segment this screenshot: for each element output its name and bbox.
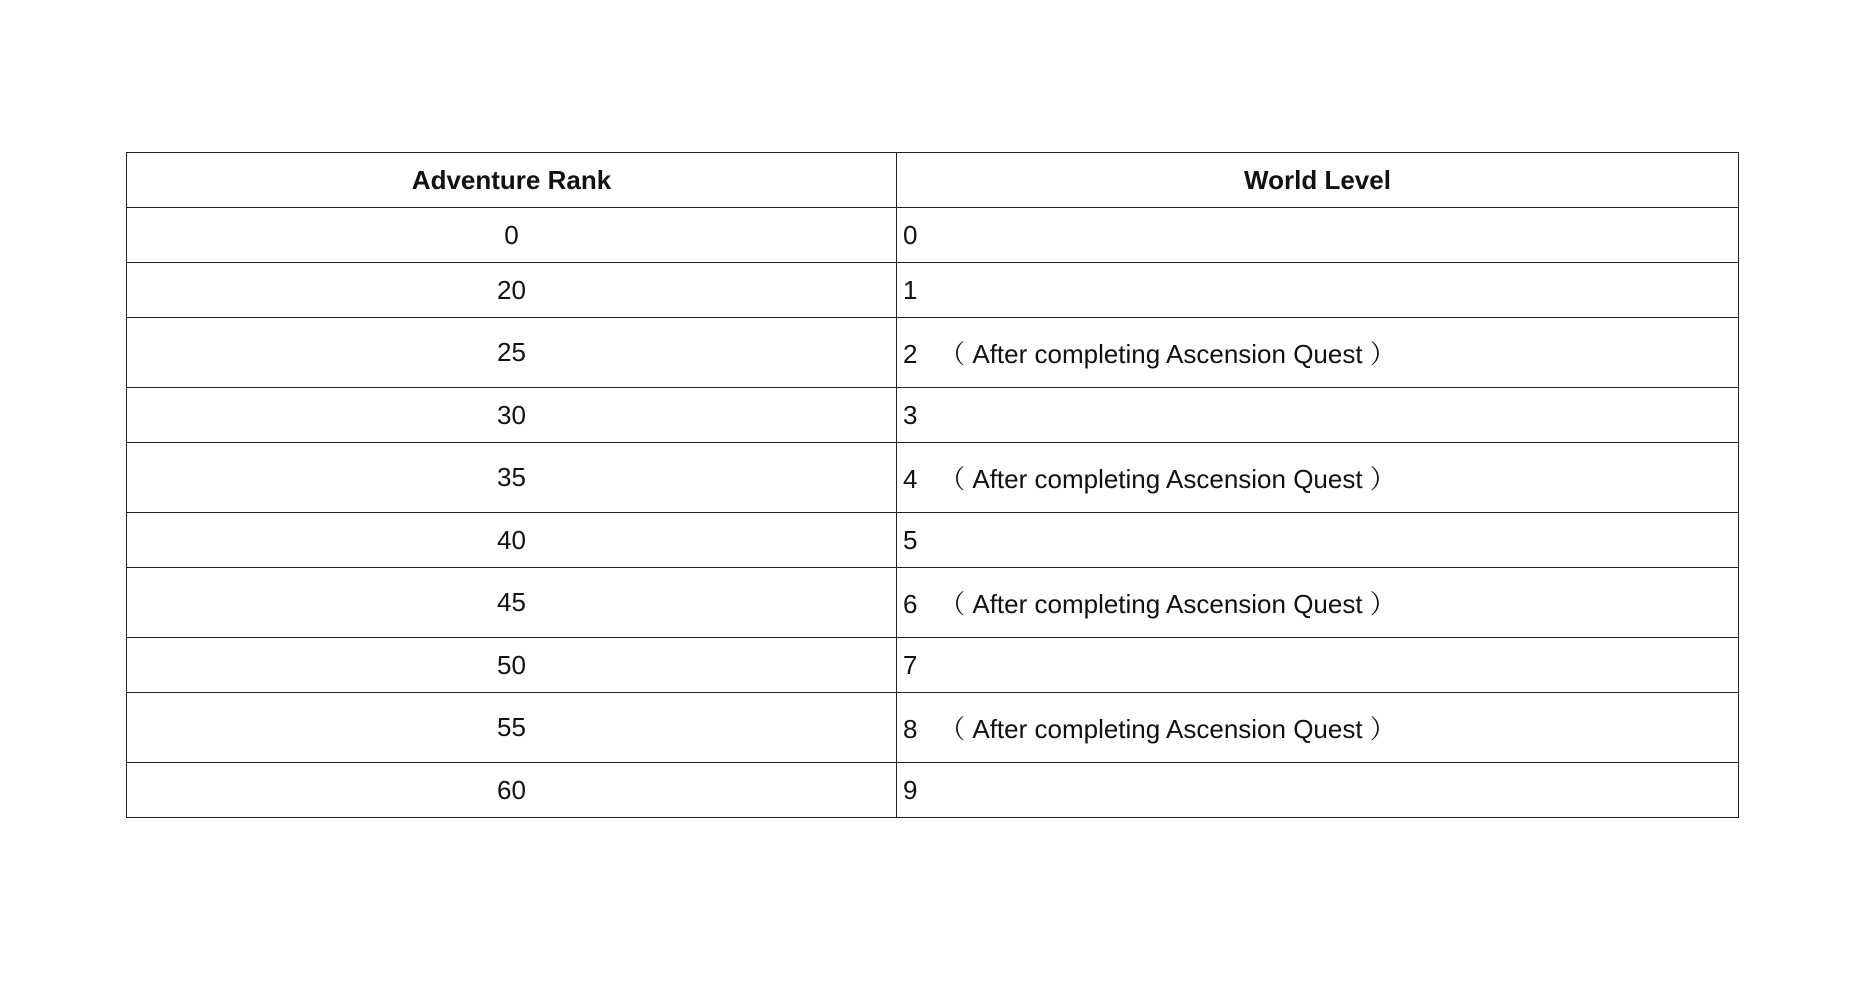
world-level-value: 5 <box>903 524 918 555</box>
adventure-rank-cell: 25 <box>127 318 897 388</box>
ascension-note: （ After completing Ascension Quest ） <box>917 714 1396 744</box>
world-level-cell <box>897 513 1739 568</box>
table-row <box>127 263 1739 318</box>
world-level-cell <box>897 638 1739 693</box>
world-level-value: 4 <box>903 464 918 494</box>
table-row <box>127 513 1739 568</box>
header-adventure-rank: Adventure Rank <box>127 153 897 208</box>
adventure-rank-cell: 20 <box>127 263 897 318</box>
world-level-cell <box>897 693 1739 763</box>
world-level-value: 1 <box>903 274 918 305</box>
adventure-rank-cell: 45 <box>127 568 897 638</box>
world-level-cell <box>897 443 1739 513</box>
table-row <box>127 208 1739 263</box>
world-level-value: 0 <box>903 219 918 250</box>
table-row <box>127 388 1739 443</box>
adventure-rank-cell: 0 <box>127 208 897 263</box>
world-level-value: 7 <box>903 649 918 680</box>
adventure-rank-cell: 50 <box>127 638 897 693</box>
table-row <box>127 638 1739 693</box>
adventure-rank-cell: 35 <box>127 443 897 513</box>
world-level-cell <box>897 763 1739 818</box>
table-row <box>127 568 1739 638</box>
world-level-table <box>126 152 1739 818</box>
table-row <box>127 693 1739 763</box>
world-level-cell <box>897 263 1739 318</box>
world-level-cell <box>897 208 1739 263</box>
adventure-rank-cell: 55 <box>127 693 897 763</box>
world-level-value: 2 <box>903 339 918 369</box>
world-level-cell <box>897 568 1739 638</box>
world-level-value: 6 <box>903 589 918 619</box>
world-level-cell <box>897 318 1739 388</box>
world-level-cell <box>897 388 1739 443</box>
table-row <box>127 763 1739 818</box>
document-page <box>126 152 1738 818</box>
world-level-value: 3 <box>903 399 918 430</box>
table-header-row <box>127 153 1739 208</box>
adventure-rank-cell: 60 <box>127 763 897 818</box>
header-world-level: World Level <box>897 153 1739 208</box>
ascension-note: （ After completing Ascension Quest ） <box>917 589 1396 619</box>
table-row <box>127 318 1739 388</box>
table-row <box>127 443 1739 513</box>
adventure-rank-cell: 40 <box>127 513 897 568</box>
ascension-note: （ After completing Ascension Quest ） <box>917 339 1396 369</box>
ascension-note: （ After completing Ascension Quest ） <box>917 464 1396 494</box>
world-level-value: 8 <box>903 714 918 744</box>
adventure-rank-cell: 30 <box>127 388 897 443</box>
world-level-value: 9 <box>903 774 918 805</box>
